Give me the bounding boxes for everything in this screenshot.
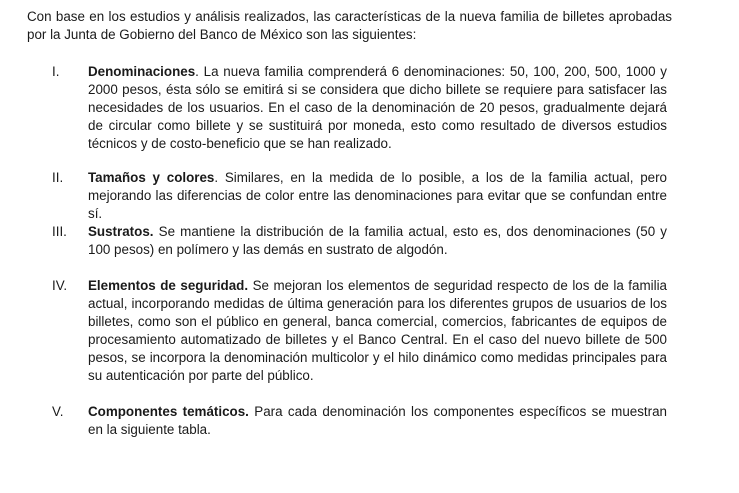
item-numeral: III.: [52, 224, 67, 239]
item-body: [88, 169, 667, 223]
item-body: [88, 403, 667, 439]
item-title: Denominaciones: [88, 64, 196, 79]
item-body: [88, 277, 667, 385]
item-text: Para cada denominación los componentes específicos se muestran en la siguiente tabla.: [88, 404, 667, 437]
item-text: Se mantiene la distribución de la familia actual, esto es, dos denominaciones (50 y 100 pesos) en polímero y las demás en sustrato de algodón.: [88, 224, 667, 257]
item-title: Sustratos.: [88, 224, 154, 239]
item-numeral: V.: [52, 404, 64, 419]
item-numeral: I.: [52, 64, 60, 79]
item-body: [88, 63, 667, 153]
item-title: Elementos de seguridad.: [88, 278, 249, 293]
item-numeral: II.: [52, 170, 64, 185]
item-text: . Similares, en la medida de lo posible, a los de la familia actual, pero mejorando las diferencias de color entre las denominaciones para evitar que se confundan entre sí.: [88, 170, 668, 221]
item-text: . La nueva familia comprenderá 6 denominaciones: 50, 100, 200, 500, 1000 y 2000 pesos, ésta sólo se emitirá si se considera que dicho billete se requiere para satisfacer las necesidades de los usuarios. En el caso de la denominación de 20 pesos, gradualmente dejará de circular como billete y se sustituirá por moneda, esto como resultado de diversos estudios técnicos y de costo-beneficio que se han realizado.: [88, 64, 667, 151]
item-text: Se mejoran los elementos de seguridad respecto de los de la familia actual, incorporando medidas de última generación para los diferentes grupos de usuarios de los billetes, como son el público en general, banca comercial, comercios, fabricantes de equipos de procesamiento automatizado de billetes y el Banco Central. En el caso del nuevo billete de 500 pesos, se incorpora la denominación multicolor y el hilo dinámico como medidas principales para su autenticación por parte del público.: [88, 278, 668, 383]
intro-paragraph: Con base en los estudios y análisis realizados, las características de la nueva familia de billetes aprobadas por la Junta de Gobierno del Banco de México son las siguientes:: [27, 9, 672, 42]
item-title: Componentes temáticos.: [88, 404, 249, 419]
item-title: Tamaños y colores: [88, 170, 215, 185]
item-numeral: IV.: [52, 278, 68, 293]
item-body: [88, 223, 667, 259]
